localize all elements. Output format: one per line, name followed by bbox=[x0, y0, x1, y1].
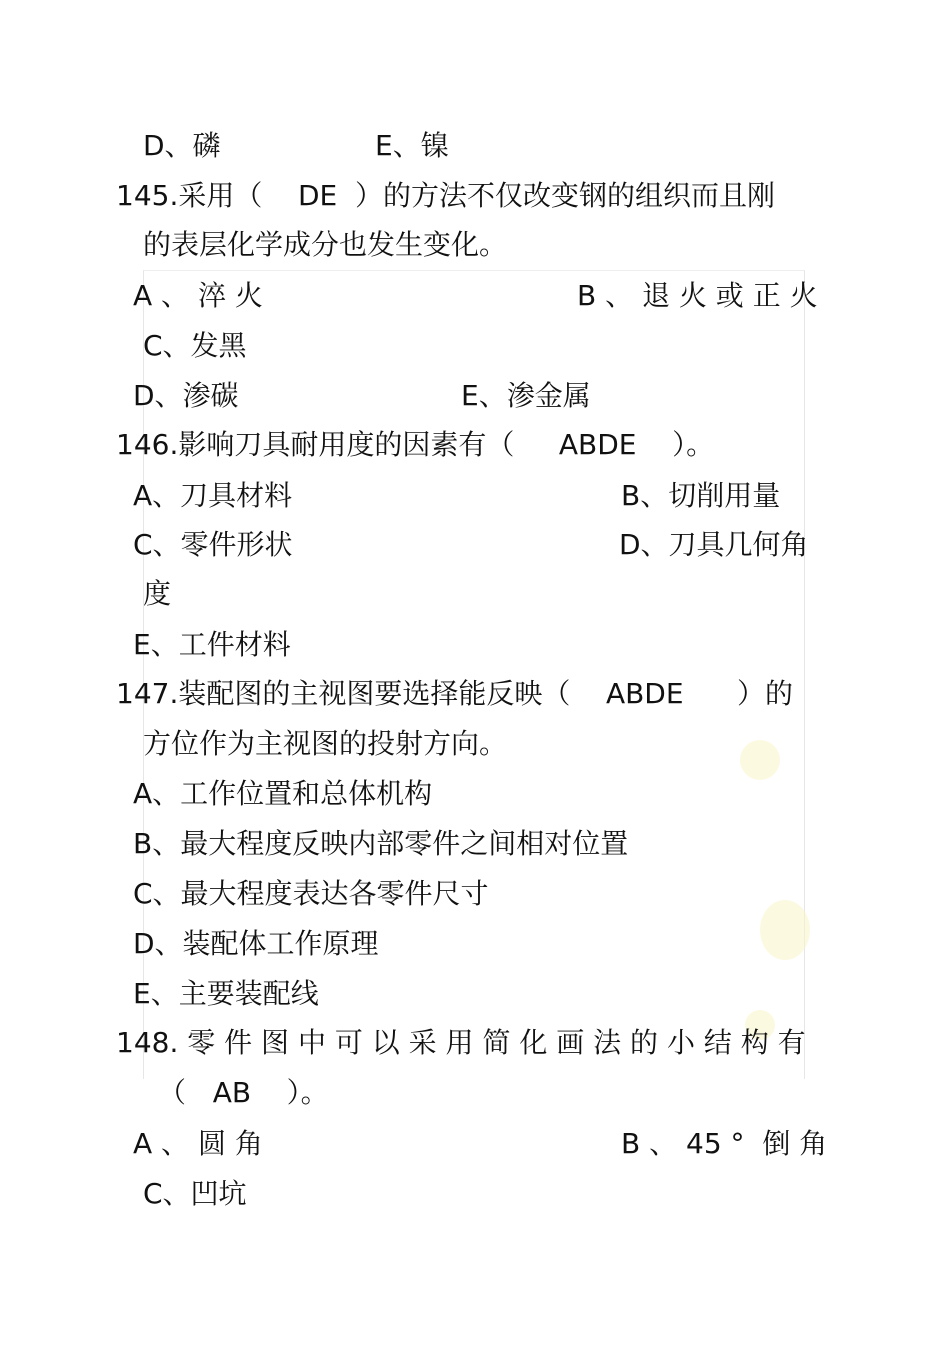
option-e: E、镍 bbox=[375, 129, 449, 162]
option-e: E、工件材料 bbox=[133, 628, 291, 661]
option-a: A、工作位置和总体机构 bbox=[133, 777, 433, 810]
option-b: B 、 退 火 或 正 火 bbox=[577, 279, 818, 312]
option-b: B、切削用量 bbox=[621, 479, 781, 512]
option-d: D、渗碳 bbox=[133, 379, 239, 412]
option-c: C、发黑 bbox=[143, 329, 247, 362]
option-c: C、零件形状 bbox=[133, 528, 293, 561]
option-a: A 、 圆 角 bbox=[133, 1127, 263, 1160]
question-147-stem-cont: 方位作为主视图的投射方向。 bbox=[143, 727, 508, 760]
paper-stain bbox=[760, 900, 810, 960]
question-145-stem-cont: 的表层化学成分也发生变化。 bbox=[143, 228, 508, 261]
question-148-stem-cont: （ AB ）。 bbox=[158, 1076, 329, 1109]
option-d-cont: 度 bbox=[143, 577, 172, 610]
question-146-stem: 146.影响刀具耐用度的因素有（ ABDE ）。 bbox=[116, 428, 715, 461]
option-d: D、刀具几何角 bbox=[619, 528, 809, 561]
question-145-stem: 145.采用（ DE ）的方法不仅改变钢的组织而且刚 bbox=[116, 179, 776, 212]
option-d: D、装配体工作原理 bbox=[133, 927, 379, 960]
option-a: A 、 淬 火 bbox=[133, 279, 263, 312]
option-b: B 、 45 ° 倒 角 bbox=[621, 1127, 828, 1160]
option-e: E、渗金属 bbox=[461, 379, 591, 412]
option-e: E、主要装配线 bbox=[133, 977, 319, 1010]
option-b: B、最大程度反映内部零件之间相对位置 bbox=[133, 827, 629, 860]
option-c: C、凹坑 bbox=[143, 1177, 247, 1210]
option-d: D、磷 bbox=[143, 129, 221, 162]
question-148-stem: 148. 零 件 图 中 可 以 采 用 简 化 画 法 的 小 结 构 有 bbox=[116, 1026, 806, 1059]
question-147-stem: 147.装配图的主视图要选择能反映（ ABDE ）的 bbox=[116, 677, 793, 710]
option-a: A、刀具材料 bbox=[133, 479, 293, 512]
option-c: C、最大程度表达各零件尺寸 bbox=[133, 877, 489, 910]
paper-stain bbox=[740, 740, 780, 780]
